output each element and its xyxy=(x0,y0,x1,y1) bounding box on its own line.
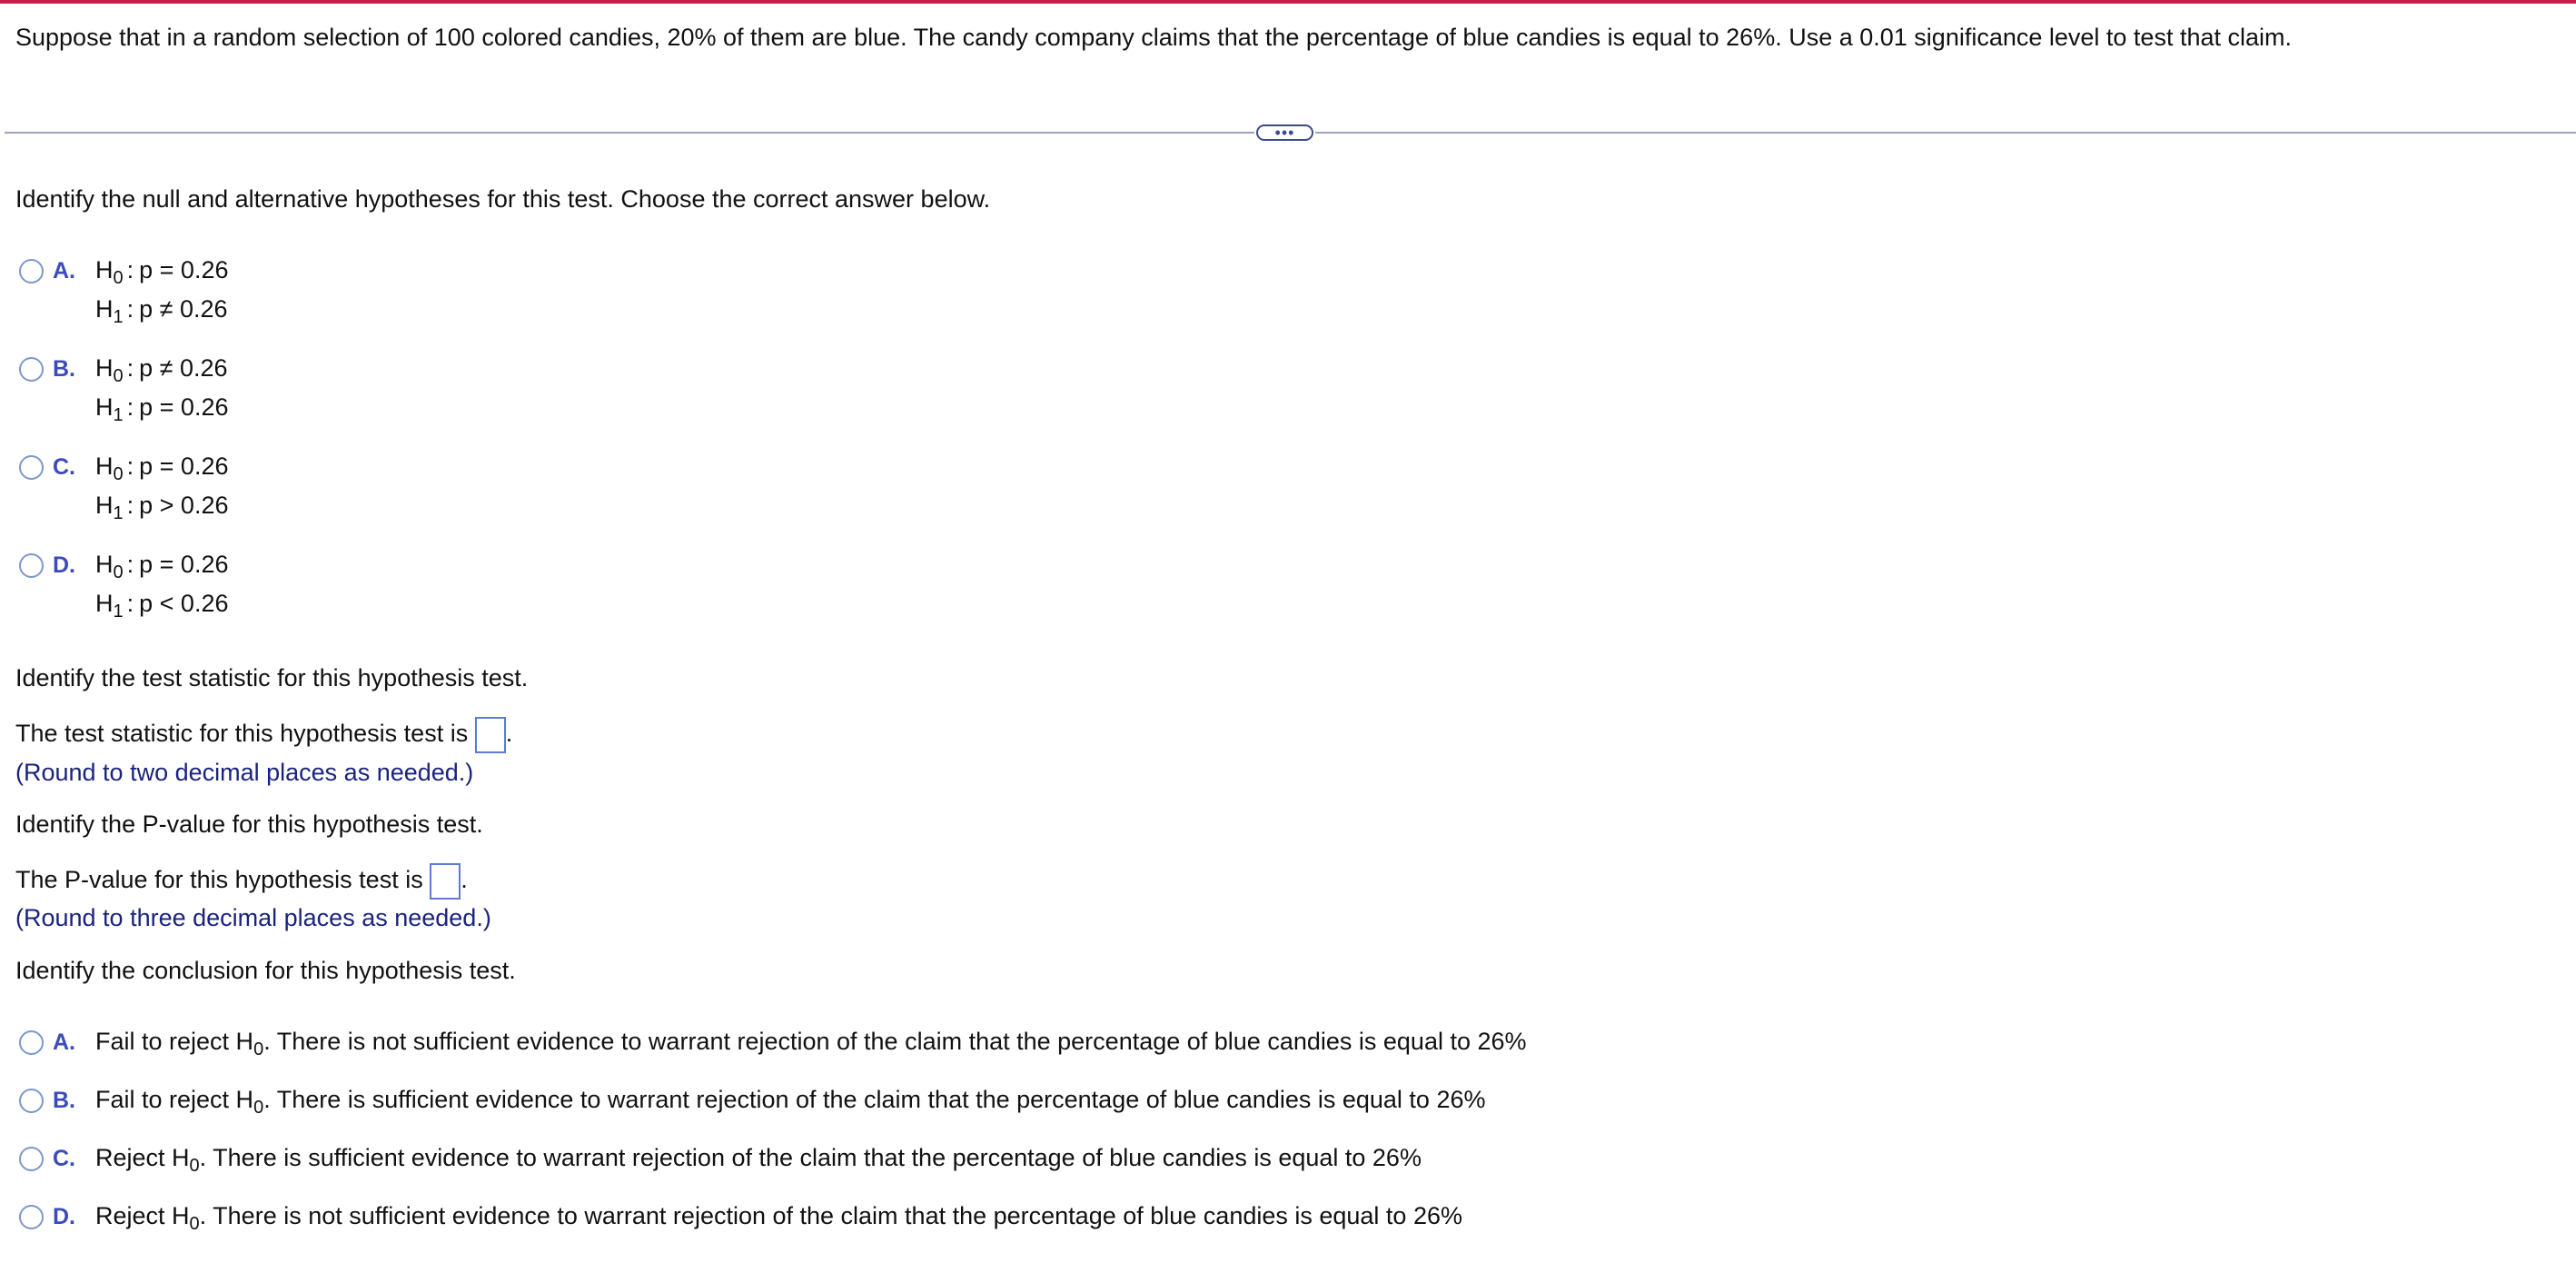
p-value-input[interactable] xyxy=(430,863,461,900)
test-statistic-input[interactable] xyxy=(475,717,506,753)
test-statistic-prompt: Identify the test statistic for this hypothesis test. xyxy=(15,664,529,691)
hypothesis-option-b-letter: B. xyxy=(53,356,75,382)
hypothesis-option-b-radio[interactable] xyxy=(19,357,44,382)
conclusion-prompt: Identify the conclusion for this hypothesis test. xyxy=(15,957,516,984)
test-statistic-hint: (Round to two decimal places as needed.) xyxy=(15,759,474,786)
hypothesis-option-d-h0: $H_0$ : p = 0.26 xyxy=(95,551,229,582)
hypothesis-option-d-radio[interactable] xyxy=(19,553,44,578)
hypothesis-option-a-h0: $H_0$ : p = 0.26 xyxy=(95,256,229,288)
hypothesis-option-d-letter: D. xyxy=(53,552,75,578)
hypothesis-option-c-letter: C. xyxy=(53,454,75,480)
p-value-sentence: The P-value for this hypothesis test is . xyxy=(15,863,468,900)
hypothesis-option-c-h0: $H_0$ : p = 0.26 xyxy=(95,453,229,484)
hypothesis-option-b-h0: $H_0$ : p ≠ 0.26 xyxy=(95,354,228,386)
hypothesis-option-a-letter: A. xyxy=(53,258,75,283)
conclusion-option-c-letter: C. xyxy=(53,1146,75,1171)
conclusion-option-b-text: Fail to reject $H_0$. There is sufficient evidence to warrant rejection of the claim that the percentage of blue candies is equal to 26% xyxy=(95,1086,1486,1118)
hypothesis-option-a-h1: $H_1$ : p ≠ 0.26 xyxy=(95,295,228,327)
divider-right xyxy=(1315,132,2576,134)
hypothesis-option-d-h1: $H_1$ : p < 0.26 xyxy=(95,590,229,622)
hypothesis-option-c-h1: $H_1$ : p > 0.26 xyxy=(95,492,229,523)
conclusion-option-d-letter: D. xyxy=(53,1204,75,1229)
conclusion-option-a-letter: A. xyxy=(53,1029,75,1055)
conclusion-option-a-text: Fail to reject $H_0$. There is not sufficient evidence to warrant rejection of the claim that the percentage of blue candies is equal to 26% xyxy=(95,1028,1527,1059)
p-value-hint: (Round to three decimal places as needed.) xyxy=(15,904,491,931)
top-accent-bar xyxy=(0,0,2576,4)
conclusion-option-d-text: Reject $H_0$. There is not sufficient evidence to warrant rejection of the claim that the percentage of blue candies is equal to 26% xyxy=(95,1202,1462,1234)
question-text: Suppose that in a random selection of 100 colored candies, 20% of them are blue. The candy company claims that the percentage of blue candies is equal to 26%. Use a 0.01 significance level to test that claim. xyxy=(15,24,2292,51)
hypothesis-option-a-radio[interactable] xyxy=(19,259,44,283)
conclusion-option-a-radio[interactable] xyxy=(19,1030,44,1055)
test-statistic-sentence: The test statistic for this hypothesis test is . xyxy=(15,717,512,753)
conclusion-option-d-radio[interactable] xyxy=(19,1205,44,1229)
conclusion-option-c-radio[interactable] xyxy=(19,1147,44,1171)
conclusion-option-b-radio[interactable] xyxy=(19,1089,44,1113)
hypothesis-option-b-h1: $H_1$ : p = 0.26 xyxy=(95,393,229,425)
p-value-prompt: Identify the P-value for this hypothesis test. xyxy=(15,811,483,838)
conclusion-option-c-text: Reject $H_0$. There is sufficient evidence to warrant rejection of the claim that the percentage of blue candies is equal to 26% xyxy=(95,1144,1422,1176)
hypotheses-prompt: Identify the null and alternative hypotheses for this test. Choose the correct answer below. xyxy=(15,185,991,213)
conclusion-option-b-letter: B. xyxy=(53,1088,75,1113)
expand-button[interactable]: ••• xyxy=(1256,124,1313,141)
hypothesis-option-c-radio[interactable] xyxy=(19,455,44,480)
divider-left xyxy=(5,132,1254,134)
